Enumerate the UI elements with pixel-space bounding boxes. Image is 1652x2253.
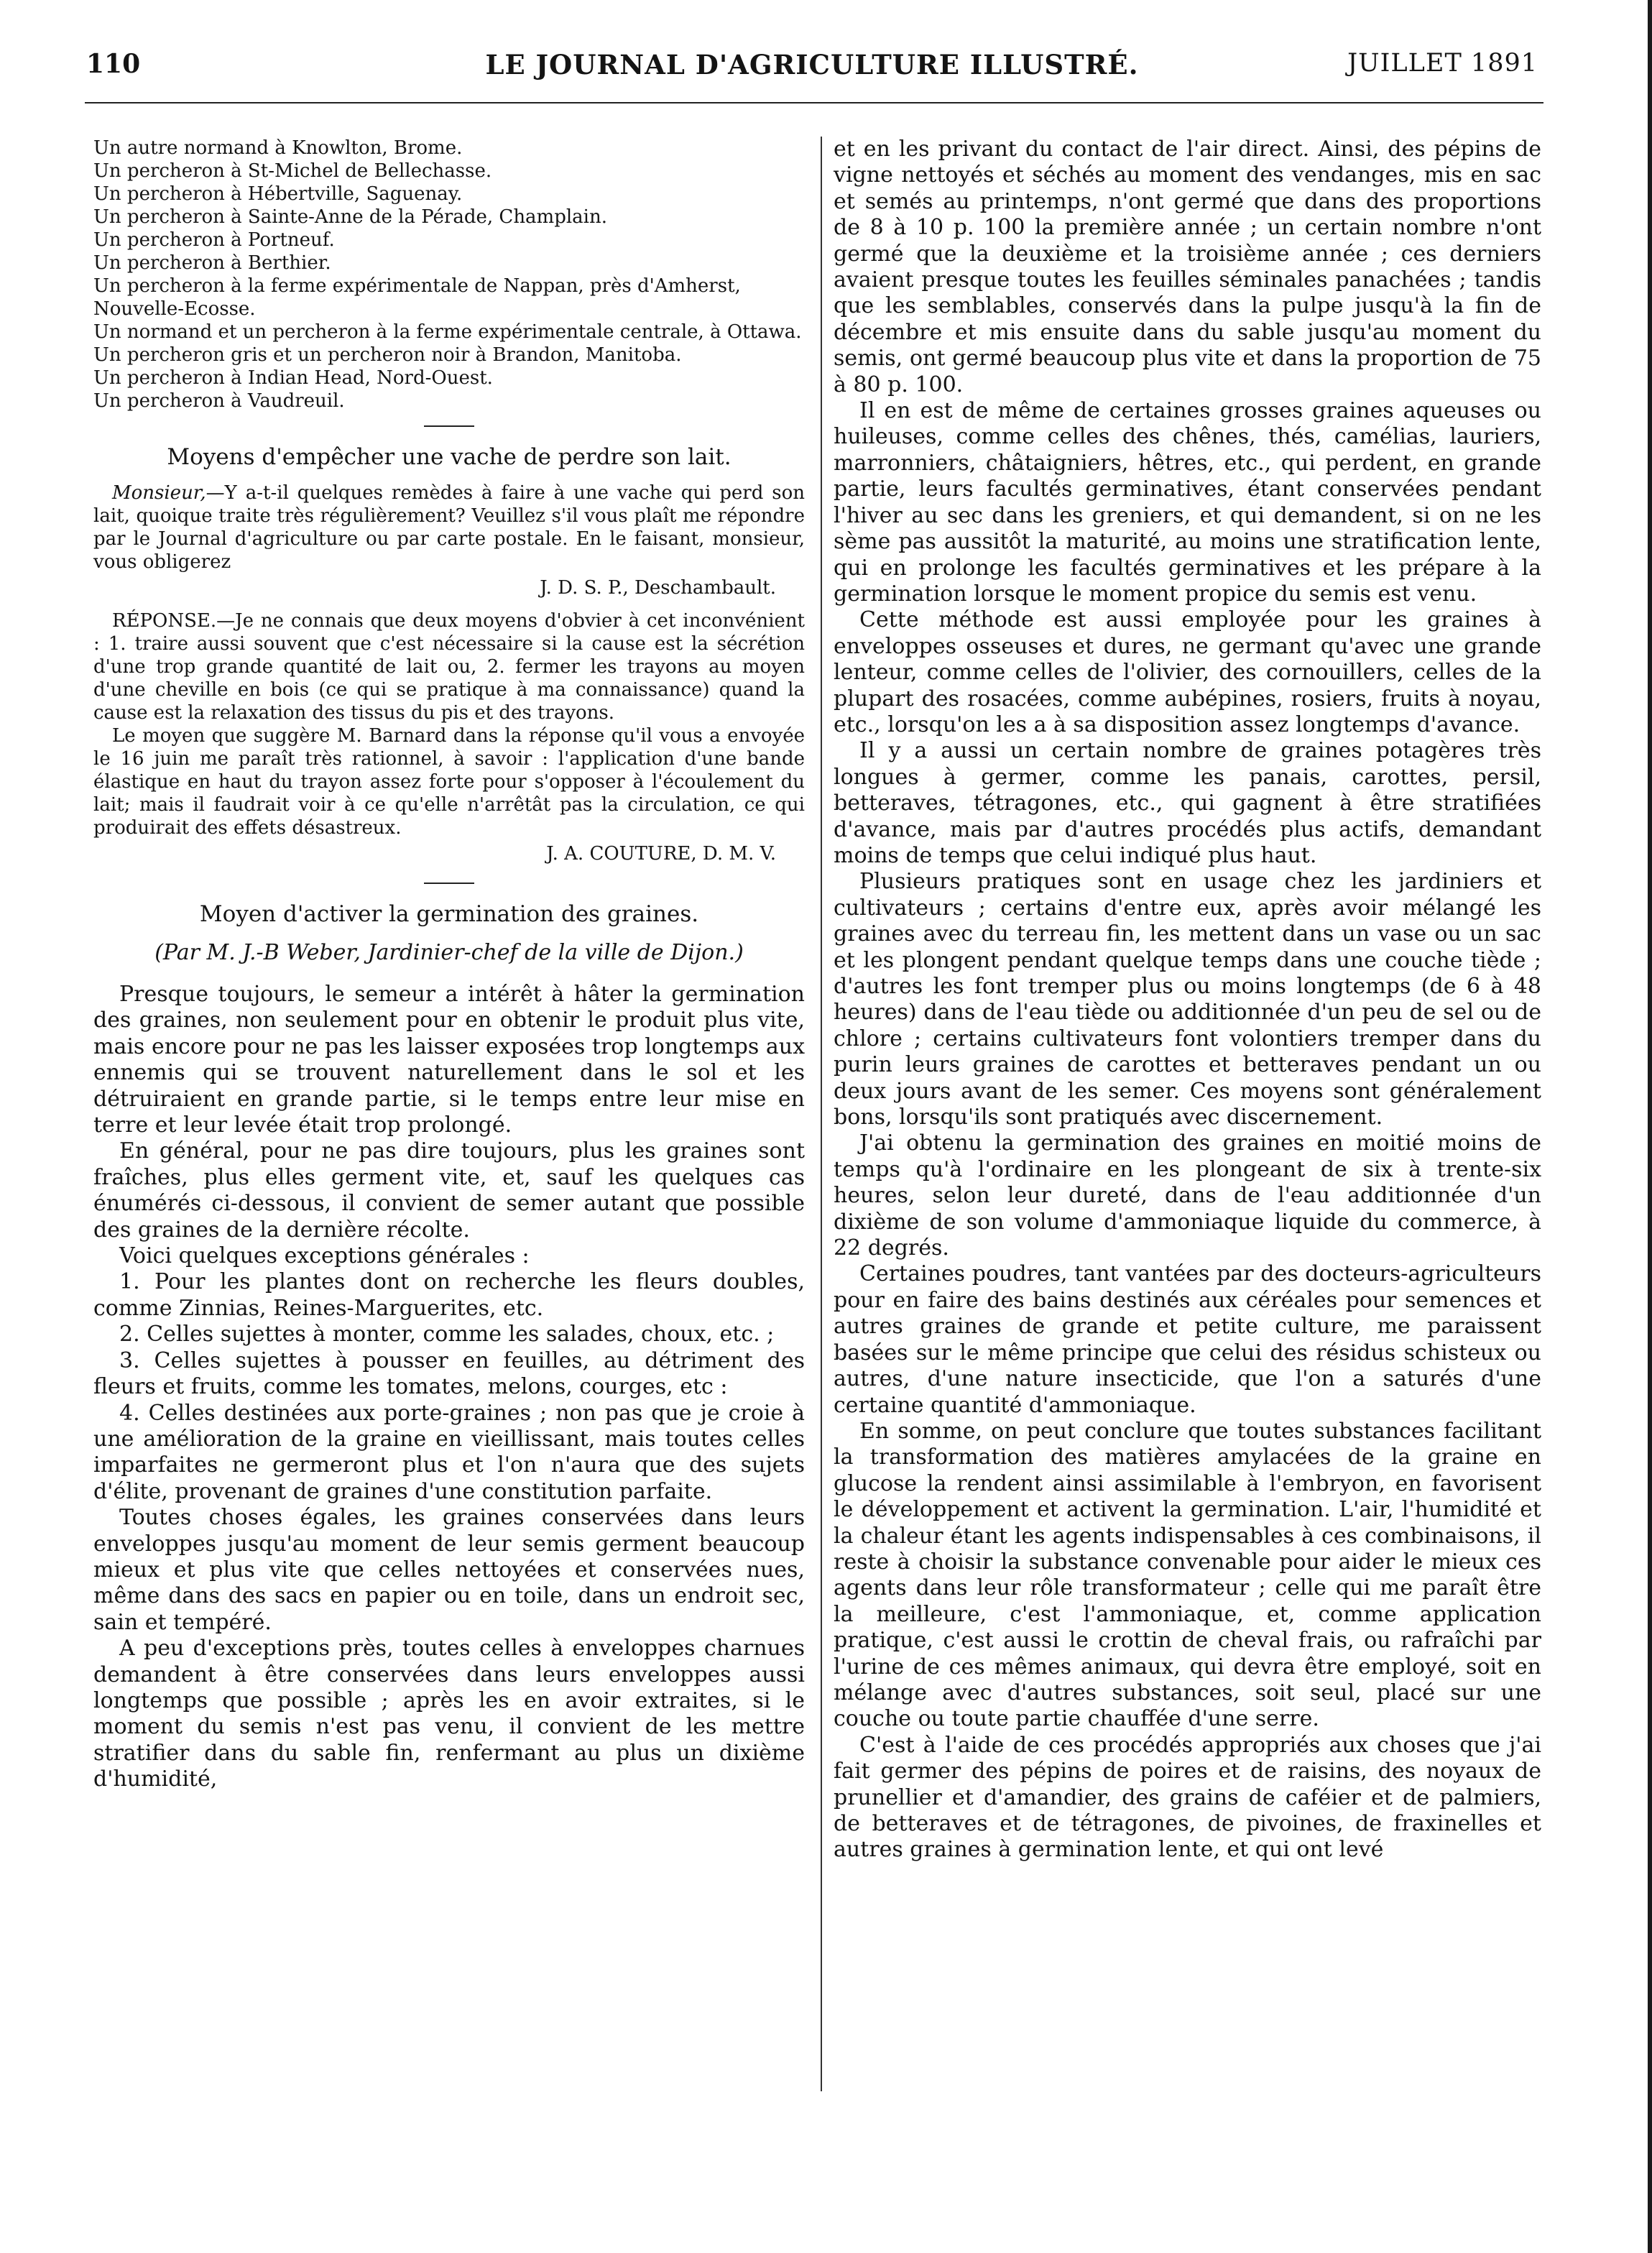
section-separator: [424, 883, 474, 884]
body-paragraph: Voici quelques exceptions générales :: [119, 1243, 530, 1269]
answer-lead: RÉPONSE.: [112, 610, 217, 632]
body-paragraph: En somme, on peut conclure que toutes substances facilitant la transformation des matières amylacées de la graine en glucose la rendent ainsi assimilable à l'embryon, en favorisent le développement et activent la germination. L'air, l'humidité et la chaleur étant les agents indispensables à ces combinaisons, il reste à choisir la substance convenable pour aider le mieux ces agents dans leur rôle transformateur ; celle qui me paraît être la meilleure, c'est l'ammoniaque, et, comme application pratique, c'est aussi le crottin de cheval frais, ou rafraîchi par l'urine de ces mêmes animaux, qui devra être employé, soit en mélange avec d'autres substances, soit seul, placé sur une couche ou toute partie chauffée d'une serre.: [834, 1418, 1541, 1732]
list-item: Un percheron à Berthier.: [93, 252, 331, 274]
body-paragraph: A peu d'exceptions près, toutes celles à enveloppes charnues demandent à être conservées dans leurs enveloppes aussi longtemps que possible ; après les en avoir extraites, si le moment du semis n'est pas venu, il convient de les mettre stratifier dans du sable fin, renfermant au plus un dixième d'humidité,: [93, 1636, 805, 1792]
section-separator: [424, 425, 474, 427]
answer-text: —Je ne connais que deux moyens d'obvier à cet inconvénient : 1. traire aussi souvent que c'est nécessaire si la cause est la sécrétion d'une trop grande quantité de lait ou, 2. fermer les trayons au moyen d'une cheville en bois (ce qui se pratique à ma connaissance) quand la cause est la relaxation des tissus du pis et des trayons.: [93, 610, 805, 724]
body-paragraph: Plusieurs pratiques sont en usage chez les jardiniers et cultivateurs ; certains d'entre eux, après avoir mélangé les graines avec du terreau fin, les mettent dans un vase ou un sac et les plongent pendant quelque temps dans une couche tiède ; d'autres les font tremper plus ou moins longtemps (de 6 à 48 heures) dans de l'eau tiède ou additionnée d'un peu de sel ou de chlore ; certains cultivateurs font volontiers tremper dans du purin leurs graines de carottes et betteraves pendant un ou deux jours avant de les semer. Ces moyens sont généralement bons, lorsqu'ils sont pratiqués avec discernement.: [834, 869, 1541, 1130]
question-text: —Y a-t-il quelques remèdes à faire à une vache qui perd son lait, quoique traite très régulièrement? Veuillez s'il vous plaît me répondre par le Journal d'agriculture ou par carte postale. En le faisant, monsieur, vous obligerez: [93, 482, 805, 573]
article-title: Moyens d'empêcher une vache de perdre son lait.: [167, 444, 732, 470]
issue-date: JUILLET 1891: [1347, 49, 1538, 78]
list-item: Un percheron à Hébertville, Saguenay.: [93, 183, 463, 205]
stallion-list: [93, 137, 805, 413]
journal-title: LE JOURNAL D'AGRICULTURE ILLUSTRÉ.: [485, 49, 1139, 80]
left-column: [93, 137, 805, 1793]
body-paragraph: Il y a aussi un certain nombre de graines potagères très longues à germer, comme les panais, carottes, persil, betteraves, tétragones, etc., qui gagnent à être stratifiées d'avance, mais par d'autres procédés plus actifs, demandant moins de temps que celui indiqué plus haut.: [834, 738, 1541, 868]
question-lead: Monsieur,: [112, 482, 206, 504]
article-title: Moyen d'activer la germination des graines.: [199, 901, 699, 927]
column-divider: [821, 137, 822, 2091]
body-paragraph: En général, pour ne pas dire toujours, plus les graines sont fraîches, plus elles germent vite, et, sauf les quelques cas énumérés ci-dessous, il convient de semer autant que possible des graines de la dernière récolte.: [93, 1138, 805, 1243]
body-paragraph: 3. Celles sujettes à pousser en feuilles, au détriment des fleurs et fruits, comme les tomates, melons, courges, etc :: [93, 1347, 805, 1400]
list-item: Un percheron à St-Michel de Bellechasse.: [93, 160, 492, 182]
list-item: Un percheron à Sainte-Anne de la Pérade, Champlain.: [93, 206, 607, 228]
body-paragraph: 2. Celles sujettes à monter, comme les salades, choux, etc. ;: [119, 1322, 775, 1347]
article-byline: (Par M. J.-B Weber, Jardinier-chef de la ville de Dijon.): [154, 940, 744, 965]
body-paragraph: 4. Celles destinées aux porte-graines ; non pas que je croie à une amélioration de la graine en vieillissant, mais toutes celles imparfaites ne germeront plus et l'on n'aura que des sujets d'élite, provenant de graines d'une constitution parfaite.: [93, 1400, 805, 1504]
body-paragraph: J'ai obtenu la germination des graines en moitié moins de temps qu'à l'ordinaire en les plongeant de six à trente-six heures, selon leur dureté, dans de l'eau additionnée d'un dixième de son volume d'ammoniaque liquide du commerce, à 22 degrés.: [834, 1130, 1541, 1261]
body-paragraph: 1. Pour les plantes dont on recherche les fleurs doubles, comme Zinnias, Reines-Marguerites, etc.: [93, 1269, 805, 1321]
right-column: [834, 137, 1541, 1863]
body-paragraph: Il en est de même de certaines grosses graines aqueuses ou huileuses, comme celles des chênes, thés, camélias, lauriers, marronniers, châtaigniers, hêtres, etc., qui perdent, en grande partie, leurs facultés germinatives, étant conservées pendant l'hiver au sec dans les greniers, et qui demandent, si on ne les sème pas aussitôt la maturité, au moins une stratification lente, qui en prolonge les facultés germinatives et les prépare à la germination lorsque le moment propice du semis est venu.: [834, 398, 1541, 607]
list-item: Un percheron gris et un percheron noir à Brandon, Manitoba.: [93, 344, 682, 366]
body-paragraph: et en les privant du contact de l'air direct. Ainsi, des pépins de vigne nettoyés et séchés au moment des vendanges, mis en sac et semés au printemps, n'ont germé que dans des proportions de 8 à 10 p. 100 la première année ; un certain nombre n'ont germé que la deuxième et la troisième année ; ces derniers avaient presque toutes les feuilles séminales panachées ; tandis que les semblables, conservés dans la pulpe jusqu'à la fin de décembre et mis ensuite dans du sable jusqu'au moment du semis, ont germé beaucoup plus vite et dans la proportion de 75 à 80 p. 100.: [834, 137, 1541, 397]
body-paragraph: C'est à l'aide de ces procédés appropriés aux choses que j'ai fait germer des pépins de poires et de raisins, des noyaux de prunellier et d'amandier, des grains de caféier et de palmiers, de betteraves et de tétragones, de pivoines, de fraxinelles et autres graines à germination lente, et qui ont levé: [834, 1732, 1541, 1863]
question-paragraph: [93, 482, 805, 573]
list-item: Un autre normand à Knowlton, Brome.: [93, 137, 463, 159]
question-signature: J. D. S. P., Deschambault.: [540, 577, 776, 599]
page-header: [86, 49, 1538, 92]
answer-paragraph: Le moyen que suggère M. Barnard dans la réponse qu'il vous a envoyée le 16 juin me paraît très rationnel, à savoir : l'application d'une bande élastique en haut du trayon assez forte pour s'opposer à l'écoulement du lait; mais il faudrait voir à ce qu'elle n'arrêtât pas la circulation, ce qui produirait des effets désastreux.: [93, 725, 805, 839]
list-item: Un percheron à Indian Head, Nord-Ouest.: [93, 367, 493, 389]
page-number: 110: [86, 49, 141, 79]
list-item: Un percheron à la ferme expérimentale de Nappan, près d'Amherst, Nouvelle-Ecosse.: [93, 275, 741, 320]
answer-paragraph: [93, 609, 805, 724]
body-paragraph: Cette méthode est aussi employée pour les graines à enveloppes osseuses et dures, ne germant qu'avec une grande lenteur, comme celles de l'olivier, des cornouillers, celles de la plupart des rosacées, comme aubépines, rosiers, fruits à noyau, etc., lorsqu'on les a à sa disposition assez longtemps d'avance.: [834, 607, 1541, 737]
list-item: Un percheron à Portneuf.: [93, 229, 335, 251]
list-item: Un normand et un percheron à la ferme expérimentale centrale, à Ottawa.: [93, 321, 802, 343]
page-edge: [1648, 0, 1652, 2253]
body-paragraph: Certaines poudres, tant vantées par des docteurs-agriculteurs pour en faire des bains destinés aux céréales pour semences et autres graines de grande et petite culture, me paraissent basées sur le même principe que celui des résidus schisteux ou autres, d'une nature insecticide, que l'on a saturés d'une certaine quantité d'ammoniaque.: [834, 1261, 1541, 1418]
list-item: Un percheron à Vaudreuil.: [93, 390, 345, 412]
answer-signature: J. A. COUTURE, D. M. V.: [546, 843, 776, 865]
body-paragraph: Toutes choses égales, les graines conservées dans leurs enveloppes jusqu'au moment de leur semis germent beaucoup mieux et plus vite que celles nettoyées et conservées nues, même dans des sacs en papier ou en toile, dans un endroit sec, sain et tempéré.: [93, 1505, 805, 1635]
body-paragraph: Presque toujours, le semeur a intérêt à hâter la germination des graines, non seulement pour en obtenir le produit plus vite, mais encore pour ne pas les laisser exposées trop longtemps aux ennemis qui se trouvent naturellement dans le sol et les détruiraient en grande partie, si le temps entre leur mise en terre et leur levée était trop prolongé.: [93, 982, 805, 1138]
header-rule: [85, 102, 1543, 103]
